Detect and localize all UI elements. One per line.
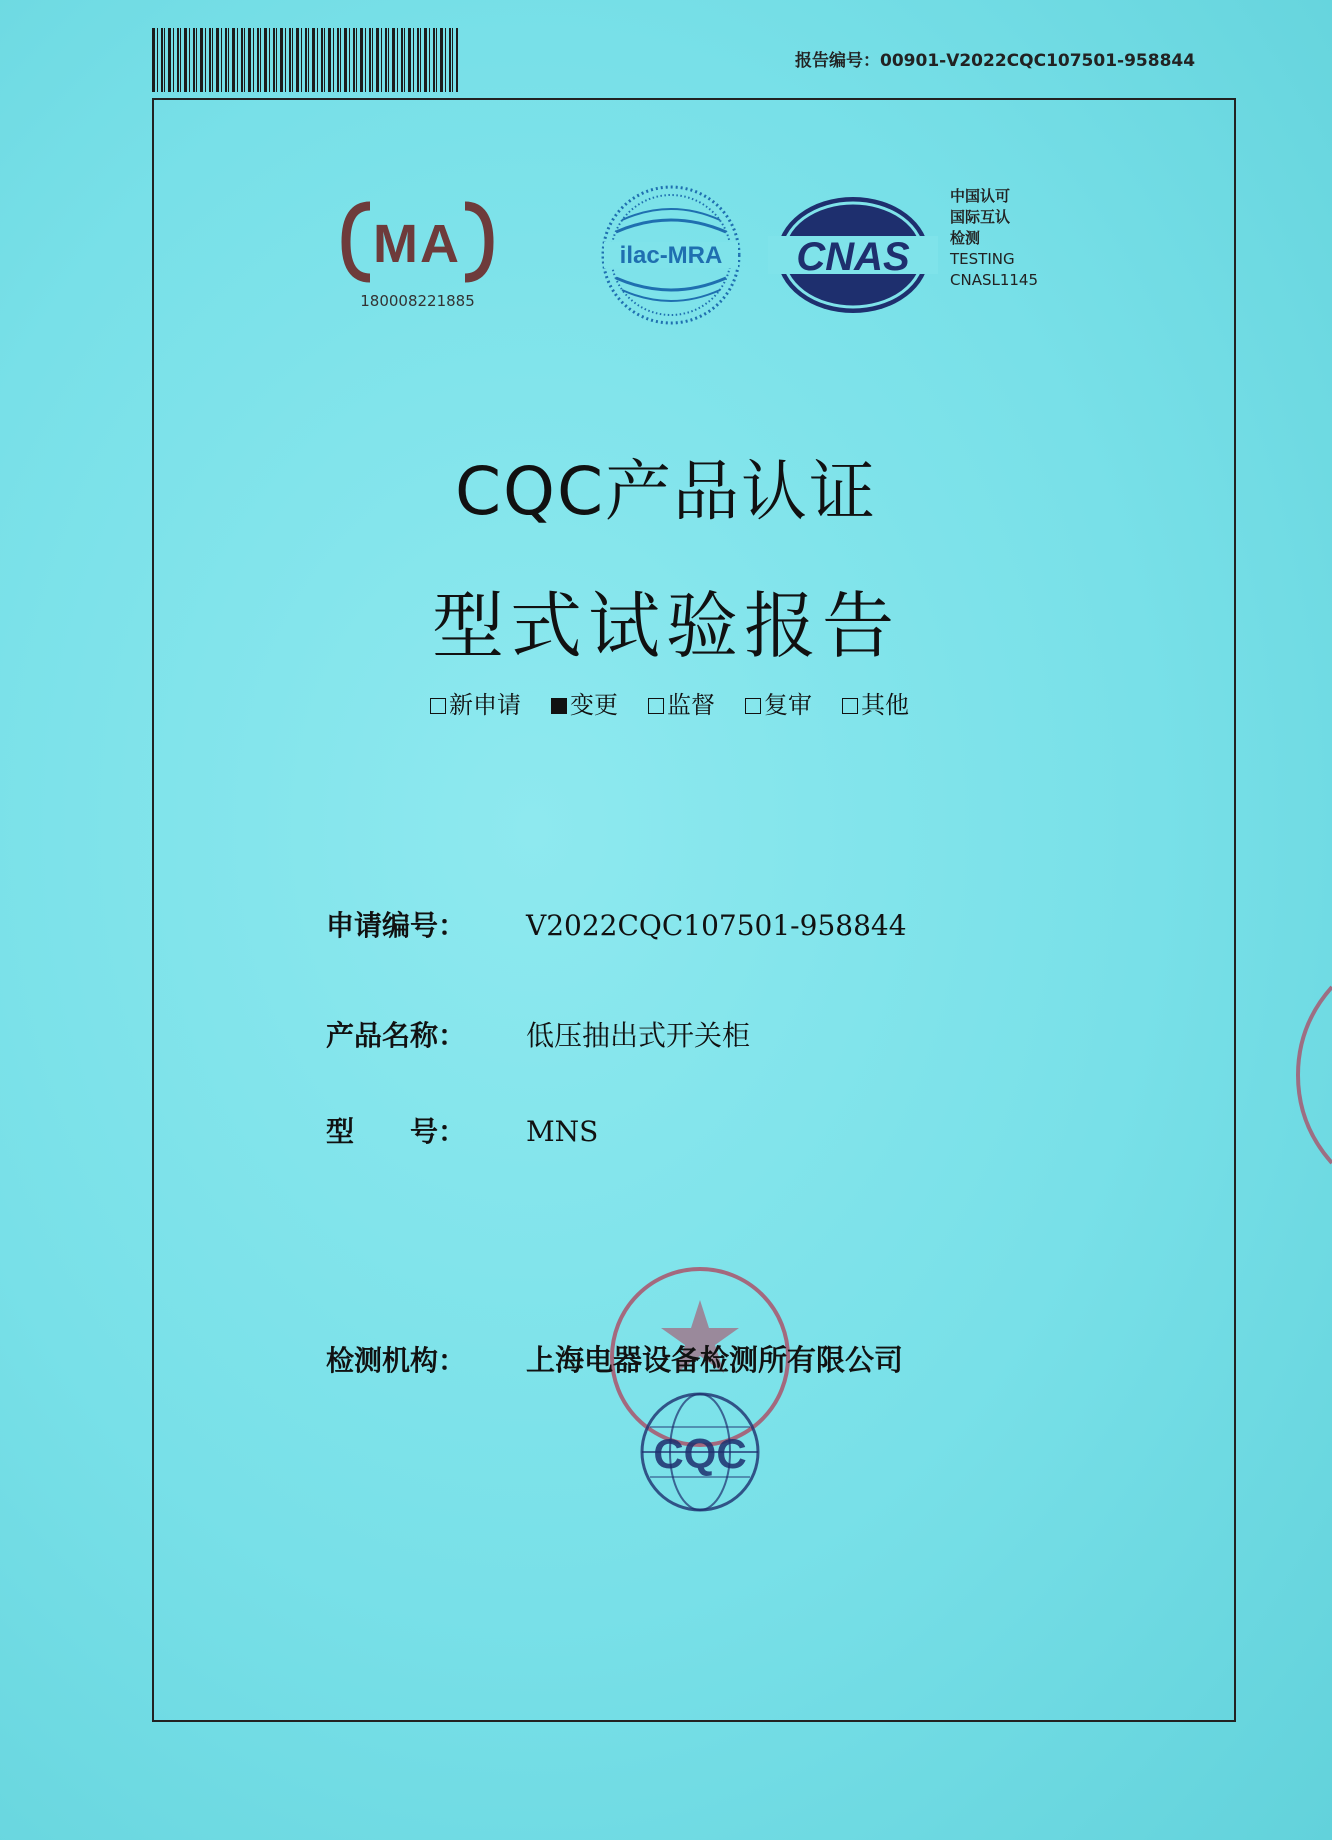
checkbox-icon (842, 698, 858, 714)
field-testing-body (326, 1338, 1226, 1379)
checkbox-icon (648, 698, 664, 714)
field-application-no (326, 904, 1226, 944)
field-value: 低压抽出式开关柜 (526, 1019, 751, 1052)
field-label: 产品名称： (326, 1019, 467, 1052)
field-model (326, 1110, 1226, 1150)
cnas-logo (768, 190, 938, 320)
title-line-2: 型式试验报告 (431, 584, 900, 668)
cnas-label: CNAS (796, 235, 910, 279)
field-label: 型 号： (326, 1115, 467, 1148)
ilac-mra-logo (596, 180, 746, 330)
checkbox-icon (745, 698, 761, 714)
cma-code: 180008221885 (360, 292, 475, 310)
option-review[interactable]: 复审 (745, 685, 812, 720)
barcode (152, 28, 458, 92)
field-product-name (326, 1014, 1226, 1054)
cnas-line: 国际互认 (950, 208, 1011, 226)
option-supervision[interactable]: 监督 (648, 685, 715, 720)
option-change[interactable]: 变更 (551, 685, 618, 720)
cnas-line: CNASL1145 (950, 271, 1039, 289)
cma-logo (340, 196, 495, 288)
partial-seal-edge (1296, 985, 1332, 1165)
field-value: 上海电器设备检测所有限公司 (526, 1343, 904, 1377)
title-line-1: CQC产品认证 (454, 453, 878, 530)
report-number: 报告编号：00901-V2022CQC107501-958844 (795, 51, 1196, 71)
field-label: 申请编号： (326, 909, 467, 942)
checkbox-icon (430, 698, 446, 714)
cnas-line: 检测 (950, 229, 981, 247)
field-value: V2022CQC107501-958844 (526, 909, 907, 942)
report-type-options (430, 685, 970, 720)
cnas-line: TESTING (950, 250, 1015, 268)
cnas-accreditation-text (950, 186, 1090, 291)
option-new-application[interactable]: 新申请 (430, 685, 521, 720)
cnas-line: 中国认可 (950, 187, 1011, 205)
svg-text:MA: MA (373, 214, 461, 274)
field-value: MNS (526, 1115, 599, 1148)
checkbox-checked-icon (551, 698, 567, 714)
official-seal (605, 1262, 795, 1522)
ilac-mra-label: ilac-MRA (619, 242, 723, 269)
svg-text:CQC: CQC (653, 1430, 747, 1477)
option-other[interactable]: 其他 (842, 685, 909, 720)
field-label: 检测机构： (326, 1344, 467, 1377)
